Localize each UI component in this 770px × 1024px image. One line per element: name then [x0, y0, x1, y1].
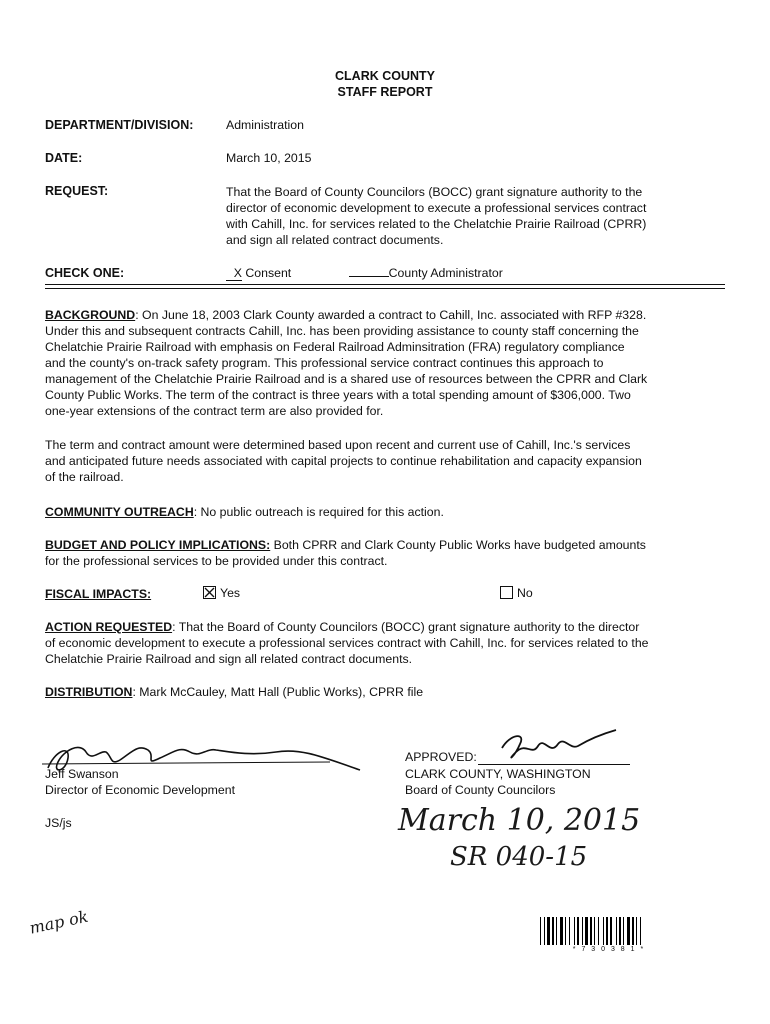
approved-label: APPROVED: — [405, 750, 477, 764]
barcode-digits: * 7 3 0 3 8 1 * — [572, 946, 646, 953]
approval-signature — [492, 726, 622, 770]
barcode-bar — [560, 917, 563, 945]
background-line: one-year extensions of the contract term are also provided for. — [45, 404, 384, 418]
consent-checkmark[interactable]: X — [226, 266, 242, 281]
barcode-bar — [556, 917, 557, 945]
community-outreach-section — [45, 504, 735, 520]
barcode-bar — [610, 917, 612, 945]
barcode-bar — [577, 917, 579, 945]
action-requested-heading: ACTION REQUESTED — [45, 620, 173, 634]
distribution-heading: DISTRIBUTION — [45, 685, 133, 699]
checked-box-icon[interactable] — [203, 586, 216, 599]
barcode-bar — [582, 917, 583, 945]
barcode-bar — [636, 917, 637, 945]
request-line: with Cahill, Inc. for services related to the Chelatchie Prairie Railroad (CPRR) — [226, 217, 647, 231]
background-line: and anticipated future needs associated with capital projects to continue rehabilitation and capacity expansion — [45, 454, 642, 468]
fiscal-no-option[interactable] — [500, 586, 533, 600]
unchecked-box-icon[interactable] — [500, 586, 513, 599]
budget-text: for the professional services to be provided under this contract. — [45, 554, 388, 568]
consent-option-label: Consent — [245, 266, 292, 280]
community-outreach-heading: COMMUNITY OUTREACH — [45, 505, 194, 519]
barcode-bar — [594, 917, 595, 945]
background-section — [45, 307, 735, 419]
fiscal-yes-option[interactable] — [203, 586, 240, 600]
barcode-bar — [547, 917, 550, 945]
county-administrator-option-label: County Administrator — [388, 266, 503, 280]
background-line: County Public Works. The term of the contract is three years with a total spending amount of $306,000. Two — [45, 388, 631, 402]
barcode-bar — [552, 917, 554, 945]
barcode-bar — [565, 917, 566, 945]
request-line: director of economic development to execute a professional services contract — [226, 201, 647, 215]
barcode-bar — [640, 917, 641, 945]
barcode-bar — [627, 917, 630, 945]
request-text — [226, 184, 726, 248]
handwritten-date: March 10, 2015 — [398, 803, 641, 838]
community-outreach-text: : No public outreach is required for this action. — [193, 505, 444, 519]
barcode-bar — [590, 917, 592, 945]
barcode-bar — [603, 917, 604, 945]
background-line: management of the Chelatchie Prairie Railroad and is a shared use of resources between the CPRR and Clark — [45, 372, 648, 386]
barcode-bar — [574, 917, 575, 945]
barcode-bar — [585, 917, 588, 945]
typist-initials: JS/js — [45, 816, 72, 830]
barcode-bar — [623, 917, 624, 945]
fiscal-yes-label: Yes — [220, 586, 241, 600]
margin-handwritten-note: map ok — [27, 906, 90, 938]
request-label: REQUEST: — [45, 184, 109, 198]
distribution-section — [45, 684, 735, 700]
county-administrator-blank[interactable] — [349, 276, 389, 277]
director-title: Director of Economic Development — [45, 783, 235, 797]
request-line: and sign all related contract documents. — [226, 233, 444, 247]
report-type-title: STAFF REPORT — [337, 85, 433, 99]
barcode-bar — [632, 917, 634, 945]
request-line: That the Board of County Councilors (BOCC) grant signature authority to the — [226, 185, 643, 199]
background-line: Under this and subsequent contracts Cahill, Inc. has been providing assistance to county staff concerning the — [45, 324, 639, 338]
action-line: Chelatchie Prairie Railroad and sign all related contract documents. — [45, 652, 413, 666]
divider-bottom — [45, 288, 725, 289]
background-line: The term and contract amount were determined based upon recent and current use of Cahill, Inc.'s services — [45, 438, 631, 452]
date-label: DATE: — [45, 151, 83, 165]
action-line: of economic development to execute a professional services contract with Cahill, Inc. for services related to the — [45, 636, 649, 650]
fiscal-impacts-heading: FISCAL IMPACTS: — [45, 587, 152, 601]
handwritten-report-number: SR 040-15 — [450, 842, 588, 872]
department-value: Administration — [226, 118, 304, 132]
barcode-bar — [616, 917, 617, 945]
action-requested-section — [45, 619, 735, 667]
divider-top — [45, 284, 725, 285]
date-value: March 10, 2015 — [226, 151, 312, 165]
barcode — [540, 917, 678, 947]
background-line: : On June 18, 2003 Clark County awarded a contract to Cahill, Inc. associated with RFP #328. — [135, 308, 647, 322]
director-name: Jeff Swanson — [45, 767, 119, 781]
background-line: Chelatchie Prairie Railroad with emphasis on Federal Railroad Adminsitration (FRA) regulatory compliance — [45, 340, 625, 354]
background-line: of the railroad. — [45, 470, 124, 484]
barcode-bar — [540, 917, 541, 945]
barcode-bar — [606, 917, 608, 945]
barcode-bar — [569, 917, 570, 945]
budget-heading: BUDGET AND POLICY IMPLICATIONS: — [45, 538, 271, 552]
background-paragraph-2 — [45, 437, 735, 485]
distribution-text: : Mark McCauley, Matt Hall (Public Works), CPRR file — [132, 685, 424, 699]
approving-organization: CLARK COUNTY, WASHINGTON — [405, 767, 591, 781]
barcode-bar — [598, 917, 599, 945]
fiscal-no-label: No — [517, 586, 533, 600]
budget-section — [45, 537, 735, 569]
action-line: : That the Board of County Councilors (BOCC) grant signature authority to the director — [172, 620, 640, 634]
barcode-bar — [619, 917, 621, 945]
department-label: DEPARTMENT/DIVISION: — [45, 118, 194, 132]
report-org-title: CLARK COUNTY — [335, 69, 435, 83]
background-heading: BACKGROUND — [45, 308, 136, 322]
check-one-options — [226, 266, 503, 281]
fiscal-impacts-section — [45, 586, 735, 602]
approving-board: Board of County Councilors — [405, 783, 556, 797]
budget-text: Both CPRR and Clark County Public Works have budgeted amounts — [270, 538, 646, 552]
background-line: and the county's on-track safety program. This professional service contract continues this approach to — [45, 356, 604, 370]
barcode-bar — [544, 917, 545, 945]
check-one-label: CHECK ONE: — [45, 266, 125, 280]
